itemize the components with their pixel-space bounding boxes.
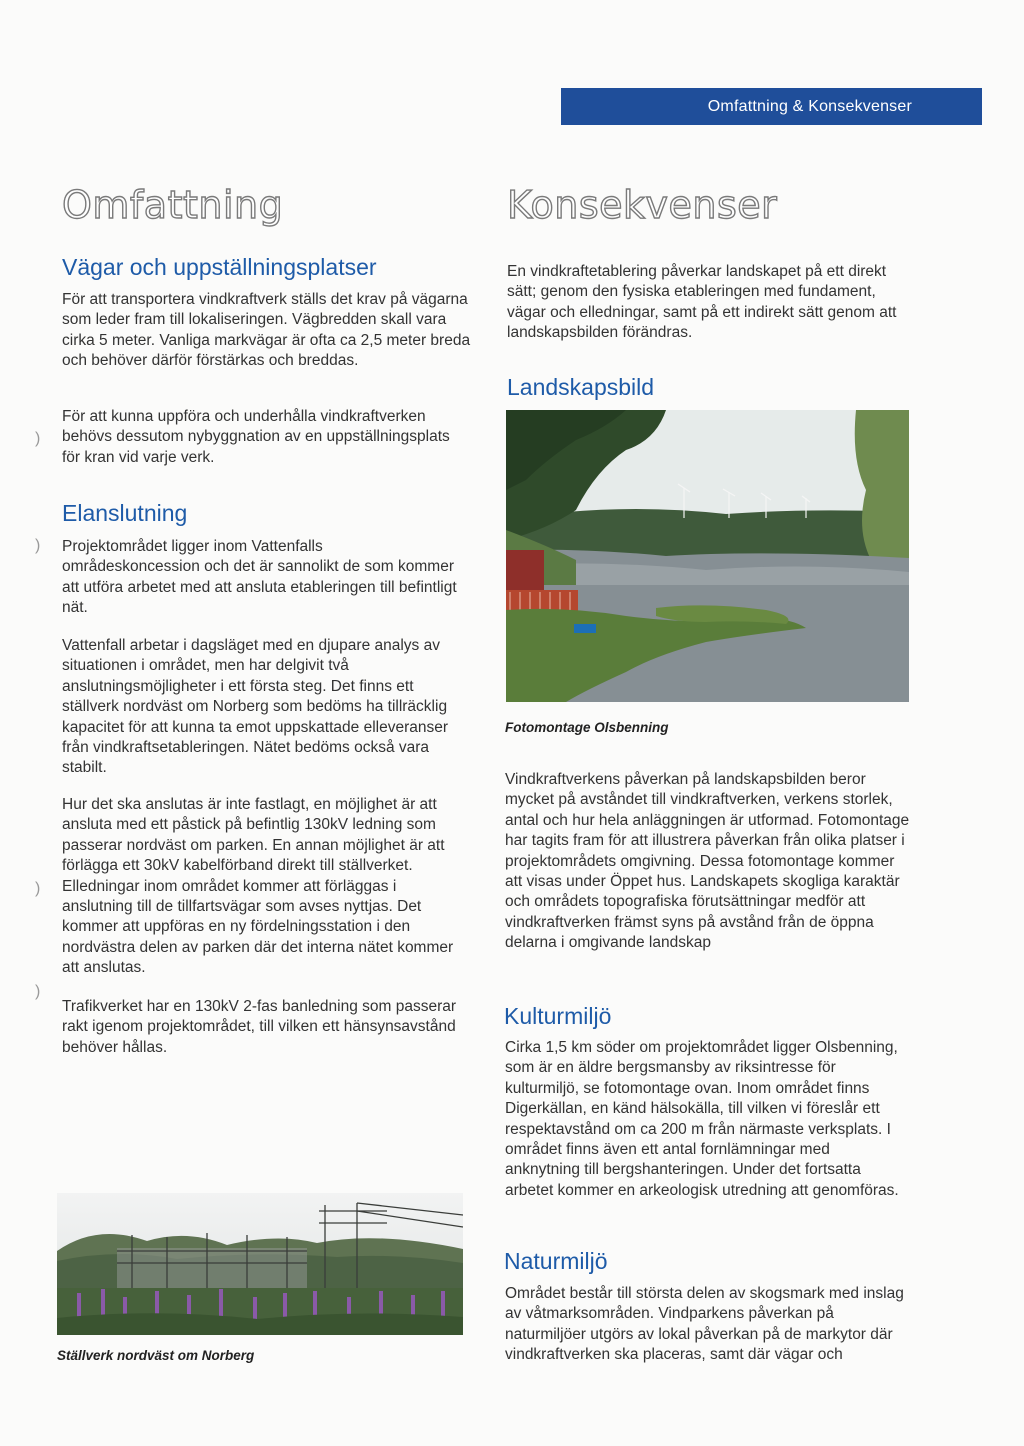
left-column-title: Omfattning	[62, 183, 284, 227]
grid-heading: Elanslutning	[62, 500, 188, 526]
grid-paragraph-3: Hur det ska anslutas är inte fastlagt, en möjlighet är att ansluta med ett påstick på befintlig 130kV ledning som passerar nordväst om parken. En annan möjlighet är att förlägga ett 30kV kabelförband direkt till ställverket. Elledningar inom området kommer att förläggas i anslutning till de tillfartsvägar som avses nyttjas. Det kommer att uppföras en ny fördelningsstation i den nordvästra delen av parken där det interna nätet kommer att anslutas.	[62, 796, 454, 977]
culture-heading: Kulturmiljö	[504, 1003, 612, 1029]
substation-photo-caption: Ställverk nordväst om Norberg	[57, 1348, 255, 1363]
landscape-paragraph: Vindkraftverkens påverkan på landskapsbilden beror mycket på avståndet till vindkraftverken, verkens storlek, antal och hur hela anläggningen är utformad. Fotomontage har tagits fram för att illustrera påverkan från olika platser i projektområdets omgivning. Dessa fotomontage kommer att visas under Öppet hus. Landskapets skogliga karaktär och områdets topografiska förutsättningar medför att vindkraftverken främst syns på avstånd från de öppna delarna i omgivande landskap	[505, 771, 910, 952]
landscape-heading: Landskapsbild	[507, 374, 655, 400]
roads-paragraph-1: För att transportera vindkraftverk ställs det krav på vägarna som leder fram till lokaliseringen. Vägbredden skall vara cirka 5 meter. Vanliga markvägar är ofta ca 2,5 meter breda och behöver därför förstärkas och breddas.	[62, 291, 471, 370]
section-header-text: Omfattning & Konsekvenser	[707, 97, 912, 115]
nature-paragraph: Området består till största delen av skogsmark med inslag av våtmarksområden. Vindparkens påverkan på naturmiljöer utgörs av lokal påverkan på de markytor där vindkraftverken ska placeras, samt där vägar och	[505, 1285, 904, 1364]
substation-photo-illustration	[57, 1193, 463, 1335]
scan-mark-4: )	[35, 983, 41, 1000]
olsbenning-photomontage-illustration	[506, 410, 909, 702]
roads-paragraph-2: För att kunna uppföra och underhålla vindkraftverken behövs dessutom nybyggnation av en uppställningsplats för kran vid varje verk.	[62, 408, 450, 466]
grid-paragraph-4: Trafikverket har en 130kV 2-fas banledning som passerar rakt igenom projektområdet, till vilken ett hänsynsavstånd behöver hållas.	[62, 998, 457, 1056]
scan-mark-2: )	[35, 537, 41, 554]
culture-paragraph: Cirka 1,5 km söder om projektområdet ligger Olsbenning, som är en äldre bergsmansby av riksintresse för kulturmiljö, se fotomontage ovan. Inom området finns Digerkällan, en känd hälsokälla, till vilken vi föreslår ett respektavstånd om ca 200 m från närmaste verksplats. I området finns även ett antal fornlämningar med anknytning till bergshanteringen. Under det fortsatta arbetet kommer en arkeologisk utredning att genomföras.	[505, 1039, 899, 1199]
grid-paragraph-2: Vattenfall arbetar i dagsläget med en djupare analys av situationen i området, men har delgivit två anslutningsmöjligheter i ett första steg. Det finns ett ställverk nordväst om Norberg som bedöms ha tillräcklig kapacitet för att kunna ta emot uppskattade elleveranser från vindkraftsetableringen. Nätet bedöms också vara stabilt.	[62, 637, 449, 777]
substation-photo	[57, 1193, 463, 1335]
grid-paragraph-1: Projektområdet ligger inom Vattenfalls områdeskoncession och det är sannolikt de som kommer att utföra arbetet med att ansluta etableringen till befintligt nät.	[62, 538, 457, 617]
olsbenning-photomontage	[506, 410, 909, 702]
photomontage-caption: Fotomontage Olsbenning	[505, 720, 669, 735]
consequences-intro: En vindkraftetablering påverkar landskapet på ett direkt sätt; genom den fysiska etableringen med fundament, vägar och elledningar, samt på ett indirekt sätt genom att landskapsbilden förändras.	[507, 263, 897, 342]
nature-heading: Naturmiljö	[504, 1248, 608, 1274]
section-header-band	[561, 88, 982, 125]
scan-mark-3: )	[35, 880, 41, 897]
roads-heading: Vägar och uppställningsplatser	[62, 254, 377, 280]
right-column-title: Konsekvenser	[507, 183, 778, 227]
scan-mark-1: )	[35, 430, 41, 447]
